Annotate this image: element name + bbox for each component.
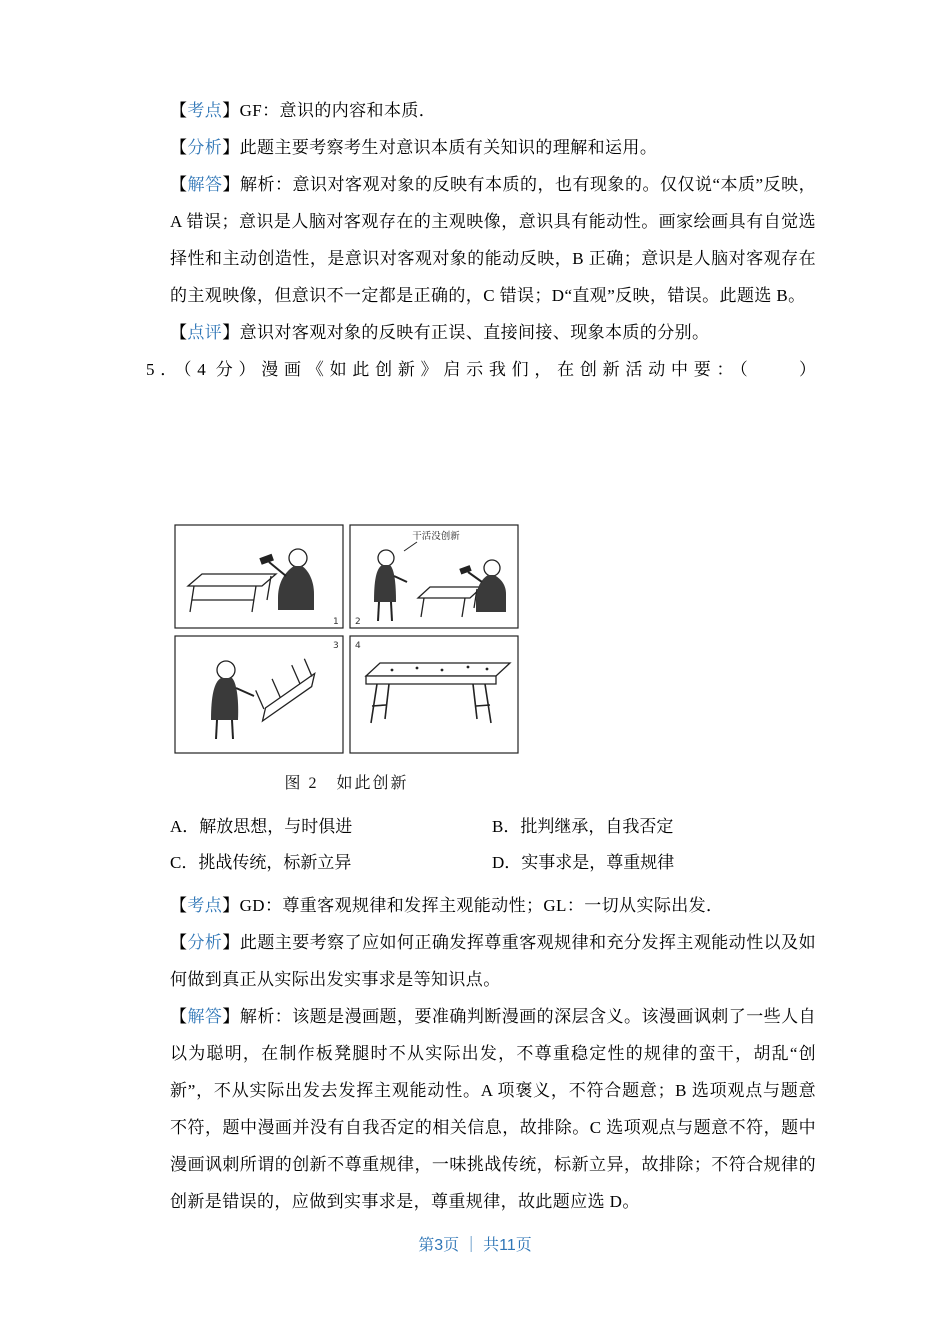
answer4-dianping-line xyxy=(170,314,816,351)
bracket-close: 】 xyxy=(222,323,240,342)
standing-man-icon xyxy=(374,550,407,621)
tilted-bench-icon xyxy=(246,657,320,721)
bracket-open: 【 xyxy=(170,175,188,194)
bracket-open: 【 xyxy=(170,138,188,157)
jieda-label: 解答 xyxy=(187,1007,223,1026)
option-c-text: 挑战传统，标新立异 xyxy=(198,853,352,872)
kaodian-text: GF：意识的内容和本质． xyxy=(239,101,437,120)
option-d-text: 实事求是，尊重规律 xyxy=(521,853,675,872)
option-a-label: A． xyxy=(170,817,200,836)
option-b-text: 批判继承，自我否定 xyxy=(520,817,674,836)
bracket-close: 】 xyxy=(222,1007,240,1026)
answer4-fenxi-line xyxy=(170,129,816,166)
document-content xyxy=(146,92,816,1220)
option-d xyxy=(492,845,816,881)
bench-icon xyxy=(188,574,276,612)
option-c-label: C． xyxy=(170,853,199,872)
bracket-open: 【 xyxy=(170,933,188,952)
comic-panel-1 xyxy=(188,549,314,612)
comic-panel-2 xyxy=(374,530,506,621)
kneeling-man-icon xyxy=(459,560,506,612)
answer5-fenxi-paragraph xyxy=(170,924,816,998)
footer-page-number: 第3页 xyxy=(418,1237,460,1254)
option-a xyxy=(170,809,492,845)
fenxi-label: 分析 xyxy=(187,933,223,952)
bracket-close: 】 xyxy=(222,175,240,194)
jieda-text: 解析：意识对客观对象的反映有本质的，也有现象的。仅仅说“本质”反映，A 错误；意识是人脑对客观存在的主观映像，意识具有能动性。画家绘画具有自觉选择性和主动创造性，是意识对客观对象的能动反映，B 正确；意识是人脑对客观存在的主观映像，但意识不一定都是正确的，C 错误；D“直观”反映，错误。此题选 B。 xyxy=(170,175,816,305)
answer5-block xyxy=(170,887,816,1220)
question5-options xyxy=(170,809,816,881)
comic-banner-text: 干活没创新 xyxy=(412,531,460,542)
comic-panel-4 xyxy=(366,663,510,723)
option-b xyxy=(492,809,816,845)
kaodian-text: GD：尊重客观规律和发挥主观能动性；GL：一切从实际出发． xyxy=(239,896,724,915)
panel-number-4: 4 xyxy=(355,641,361,651)
answer4-jieda-paragraph xyxy=(170,166,816,314)
bracket-close: 】 xyxy=(222,138,240,157)
answer5-kaodian-line xyxy=(170,887,816,924)
question5-stem xyxy=(146,351,816,388)
option-c xyxy=(170,845,492,881)
options-row-1 xyxy=(170,809,816,845)
fenxi-text: 此题主要考察考生对意识本质有关知识的理解和运用。 xyxy=(239,138,658,157)
bracket-open: 【 xyxy=(170,896,188,915)
comic-caption: 图 2 如此创新 xyxy=(284,775,409,792)
panel-number-2: 2 xyxy=(355,617,361,627)
bracket-close: 】 xyxy=(222,101,240,120)
bench-icon xyxy=(418,587,482,617)
options-row-2 xyxy=(170,845,816,881)
bracket-close: 】 xyxy=(222,933,240,952)
footer-separator: ｜ xyxy=(463,1237,480,1254)
answer5-jieda-paragraph xyxy=(170,998,816,1220)
option-b-label: B． xyxy=(492,817,521,836)
comic-image xyxy=(174,524,519,754)
footer-total-pages: 共11页 xyxy=(483,1237,532,1254)
dianping-label: 点评 xyxy=(187,323,223,342)
bracket-close: 】 xyxy=(222,896,240,915)
page-footer xyxy=(0,1232,950,1255)
comic-panel-3 xyxy=(211,657,320,739)
answer4-kaodian-line xyxy=(170,92,816,129)
bracket-open: 【 xyxy=(170,101,188,120)
standing-man-icon xyxy=(211,661,254,739)
kaodian-label: 考点 xyxy=(187,101,223,120)
finished-bench-icon xyxy=(366,663,510,684)
panel-number-1: 1 xyxy=(333,617,339,627)
fenxi-text: 此题主要考察了应如何正确发挥尊重客观规律和充分发挥主观能动性以及如何做到真正从实际出发实事求是等知识点。 xyxy=(170,933,816,989)
jieda-label: 解答 xyxy=(187,175,223,194)
question5-stem-text: 5．（4 分）漫画《如此创新》启示我们，在创新活动中要：（ ） xyxy=(146,360,816,379)
option-d-label: D． xyxy=(492,853,522,872)
banner-leader-line xyxy=(404,542,417,551)
fenxi-label: 分析 xyxy=(187,138,223,157)
dianping-text: 意识对客观对象的反映有正误、直接间接、现象本质的分别。 xyxy=(239,323,710,342)
bracket-open: 【 xyxy=(170,323,188,342)
comic-figure xyxy=(174,524,519,797)
bracket-open: 【 xyxy=(170,1007,188,1026)
jieda-text: 解析：该题是漫画题，要准确判断漫画的深层含义。该漫画讽刺了一些人自以为聪明，在制作板凳腿时不从实际出发，不尊重稳定性的规律的蛮干，胡乱“创新”，不从实际出发去发挥主观能动性。A 项褒义，不符合题意；B 选项观点与题意不符，题中漫画并没有自我否定的相关信息，故排除。C 选项观点与题意不符，题中漫画讽刺所谓的创新不尊重规律，一味挑战传统，标新立异，故排除；不符合规律的创新是错误的，应做到实事求是，尊重规律，故此题应选 D。 xyxy=(170,1007,816,1211)
panel-number-3: 3 xyxy=(333,641,339,651)
bench-legs xyxy=(371,684,491,723)
kaodian-label: 考点 xyxy=(187,896,223,915)
option-a-text: 解放思想，与时俱进 xyxy=(199,817,353,836)
